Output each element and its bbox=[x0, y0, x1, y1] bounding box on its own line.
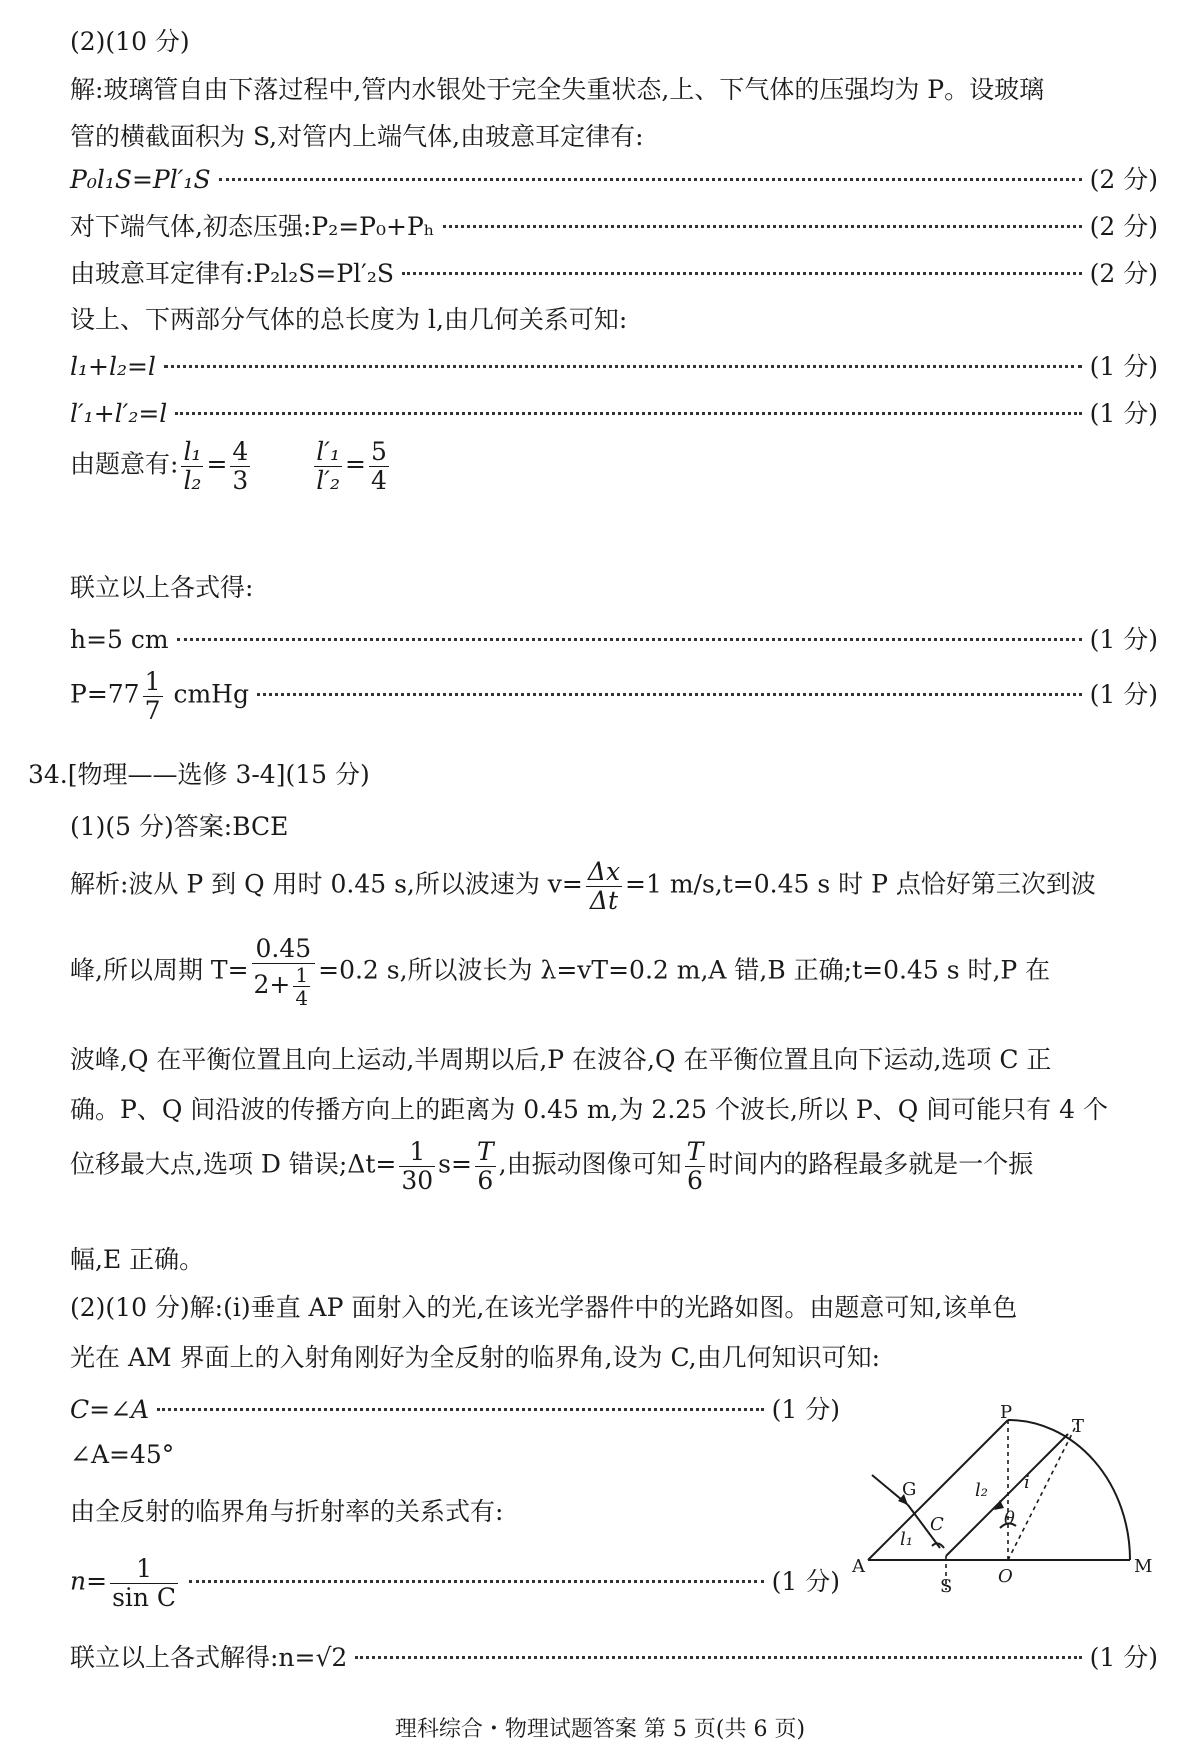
label-M: M bbox=[1134, 1556, 1153, 1577]
gas-intro-line2: 管的横截面积为 S,对管内上端气体,由玻意耳定律有: bbox=[70, 122, 644, 151]
result-row-p bbox=[70, 668, 1158, 724]
page-footer: 理科综合・物理试题答案 第 5 页(共 6 页) bbox=[394, 1717, 806, 1742]
numerator: Δx bbox=[587, 857, 621, 886]
text: s= bbox=[438, 1149, 472, 1179]
numerator: 4 bbox=[232, 437, 249, 466]
numerator: 0.45 bbox=[252, 935, 316, 964]
ray-CT bbox=[946, 1434, 1068, 1556]
gas-intro-line1: 解:玻璃管自由下落过程中,管内水银处于完全失重状态,上、下气体的压强均为 P。设玻璃 bbox=[70, 75, 1045, 104]
explanation-line-6: 幅,E 正确。 bbox=[70, 1245, 205, 1274]
equation-C-row bbox=[70, 1390, 840, 1426]
equation-row-4 bbox=[70, 347, 1158, 383]
label-A: A bbox=[852, 1556, 865, 1577]
leader-dots bbox=[257, 693, 1082, 696]
part2-line-1: (2)(10 分)解:(ⅰ)垂直 AP 面射入的光,在该光学器件中的光路如图。由题意可知,该单色 bbox=[70, 1293, 1018, 1322]
numerator: 1 bbox=[295, 962, 309, 987]
equation bbox=[70, 1555, 181, 1611]
fraction bbox=[586, 858, 622, 914]
leader-dots bbox=[175, 412, 1081, 415]
equation: 联立以上各式解得:n=√2 bbox=[70, 1643, 348, 1672]
score: (1 分) bbox=[1089, 1643, 1158, 1672]
numerator: T bbox=[476, 1137, 494, 1166]
label-i: i bbox=[1024, 1472, 1030, 1493]
equation-prefix: P=77 bbox=[70, 679, 140, 709]
denominator: 4 bbox=[370, 465, 387, 495]
set-total-text: 设上、下两部分气体的总长度为 l,由几何关系可知: bbox=[70, 305, 628, 334]
fraction bbox=[181, 438, 203, 494]
leader-dots bbox=[219, 178, 1082, 181]
score: (1 分) bbox=[1089, 352, 1158, 381]
equation: l′₁+l′₂=l bbox=[70, 399, 168, 428]
leader-dots bbox=[177, 638, 1082, 641]
text: ,由振动图像可知 bbox=[498, 1149, 682, 1179]
fraction bbox=[685, 1138, 706, 1194]
denominator: 30 bbox=[401, 1165, 434, 1195]
score: (2 分) bbox=[1089, 259, 1158, 288]
equation-row-5 bbox=[70, 394, 1158, 430]
denominator: Δt bbox=[589, 885, 619, 915]
given-ratios: 由题意有: $\frac{\text{l₁}}{\text{l₂}}$ = $\frac{4}{3}$ $\frac{\text{l′₁}}{\text{l′₂}}$ = $\frac{5}{4}$ bbox=[70, 437, 387, 495]
q34-heading: 34.[物理——选修 3-4](15 分) bbox=[28, 760, 370, 789]
score: (2 分) bbox=[1089, 165, 1158, 194]
denominator-prefix: 2+ bbox=[253, 969, 291, 999]
label-T: T bbox=[1072, 1416, 1085, 1437]
equation-A: ∠A=45° bbox=[70, 1440, 175, 1469]
fraction bbox=[475, 1138, 496, 1194]
combine-text: 联立以上各式得: bbox=[70, 573, 254, 602]
numerator: l₁ bbox=[183, 437, 202, 466]
fraction bbox=[110, 1555, 178, 1611]
denominator: l₂ bbox=[183, 465, 202, 495]
denominator: 3 bbox=[232, 465, 249, 495]
numerator: T bbox=[686, 1137, 704, 1166]
leader-dots bbox=[189, 1580, 764, 1583]
denominator: l′₂ bbox=[316, 465, 340, 495]
denominator: 4 bbox=[295, 985, 309, 1010]
text: =0.2 s,所以波长为 λ=vT=0.2 m,A 错,B 正确;t=0.45 s 时,P 在 bbox=[318, 955, 1051, 985]
explanation-line-5 bbox=[70, 1138, 1033, 1194]
equation-n-row bbox=[70, 1555, 840, 1611]
label-l2: l₂ bbox=[975, 1480, 988, 1501]
fraction bbox=[143, 668, 163, 724]
part2-heading: (2)(10 分) bbox=[70, 27, 190, 56]
label-theta: θ bbox=[1004, 1508, 1015, 1529]
score: (1 分) bbox=[1089, 625, 1158, 654]
score: (1 分) bbox=[771, 1395, 840, 1424]
equation-row-1 bbox=[70, 160, 1158, 196]
leader-dots bbox=[402, 272, 1082, 275]
unit: cmHg bbox=[173, 679, 249, 709]
denominator: 7 bbox=[144, 695, 161, 725]
label-O: O bbox=[998, 1566, 1013, 1587]
explanation-line-4: 确。P、Q 间沿波的传播方向上的距离为 0.45 m,为 2.25 个波长,所以 P、Q 间可能只有 4 个 bbox=[70, 1095, 1108, 1124]
equation-prefix: n= bbox=[70, 1566, 108, 1596]
leader-dots bbox=[164, 365, 1082, 368]
equation: 对下端气体,初态压强:P₂=P₀+Pₕ bbox=[70, 212, 435, 241]
label-S: S bbox=[940, 1576, 953, 1597]
equation: C=∠A bbox=[70, 1395, 150, 1424]
explanation-line-2 bbox=[70, 935, 1050, 1009]
score: (1 分) bbox=[1089, 399, 1158, 428]
explanation-line-3: 波峰,Q 在平衡位置且向上运动,半周期以后,P 在波谷,Q 在平衡位置且向下运动,选项 C 正 bbox=[70, 1045, 1052, 1074]
leader-dots bbox=[157, 1408, 764, 1411]
text: =1 m/s,t=0.45 s 时 P 点恰好第三次到波 bbox=[625, 869, 1096, 899]
equation: l₁+l₂=l bbox=[70, 352, 156, 381]
part2-line-2: 光在 AM 界面上的入射角刚好为全反射的临界角,设为 C,由几何知识可知: bbox=[70, 1343, 881, 1372]
result-row-h bbox=[70, 620, 1158, 656]
numerator: 1 bbox=[110, 1555, 178, 1584]
denominator: 6 bbox=[477, 1165, 494, 1195]
equation bbox=[70, 668, 249, 724]
q34-part1-answer: (1)(5 分)答案:BCE bbox=[70, 812, 289, 841]
numerator: 1 bbox=[399, 1138, 435, 1167]
equation-row-2 bbox=[70, 207, 1158, 243]
fraction bbox=[293, 964, 310, 1009]
label-P: P bbox=[1000, 1402, 1013, 1423]
fraction bbox=[230, 438, 250, 494]
score: (2 分) bbox=[1089, 212, 1158, 241]
equation-row-3 bbox=[70, 254, 1158, 290]
label-C: C bbox=[930, 1514, 944, 1535]
explanation-line-1 bbox=[70, 858, 1096, 914]
label-l1: l₁ bbox=[900, 1529, 913, 1550]
leader-dots bbox=[443, 225, 1082, 228]
text: 峰,所以周期 T= bbox=[70, 955, 249, 985]
text: 时间内的路程最多就是一个振 bbox=[708, 1149, 1034, 1179]
fraction bbox=[369, 438, 389, 494]
text: 位移最大点,选项 D 错误;Δt= bbox=[70, 1149, 397, 1179]
equation: 由玻意耳定律有:P₂l₂S=Pl′₂S bbox=[70, 259, 394, 288]
relation-text: 由全反射的临界角与折射率的关系式有: bbox=[70, 1497, 504, 1526]
fraction bbox=[399, 1138, 435, 1194]
label-G: G bbox=[902, 1479, 917, 1500]
fraction bbox=[252, 935, 316, 1009]
denominator: sin C bbox=[112, 1582, 177, 1612]
arrow-ray bbox=[994, 1500, 1004, 1510]
score: (1 分) bbox=[1089, 679, 1158, 709]
equation: P₀l₁S=Pl′₁S bbox=[70, 165, 211, 194]
leader-dots bbox=[355, 1656, 1081, 1659]
denominator bbox=[252, 964, 316, 1009]
numerator: 5 bbox=[370, 437, 387, 466]
given-label: 由题意有: bbox=[70, 449, 179, 479]
equation: h=5 cm bbox=[70, 625, 169, 654]
text: 解析:波从 P 到 Q 用时 0.45 s,所以波速为 v= bbox=[70, 869, 583, 899]
denominator: 6 bbox=[686, 1165, 703, 1195]
score: (1 分) bbox=[771, 1566, 840, 1596]
optics-diagram bbox=[852, 1395, 1170, 1597]
fraction bbox=[314, 438, 342, 494]
numerator: 1 bbox=[144, 667, 161, 696]
final-result-row bbox=[70, 1638, 1158, 1674]
numerator: l′₁ bbox=[316, 437, 340, 466]
